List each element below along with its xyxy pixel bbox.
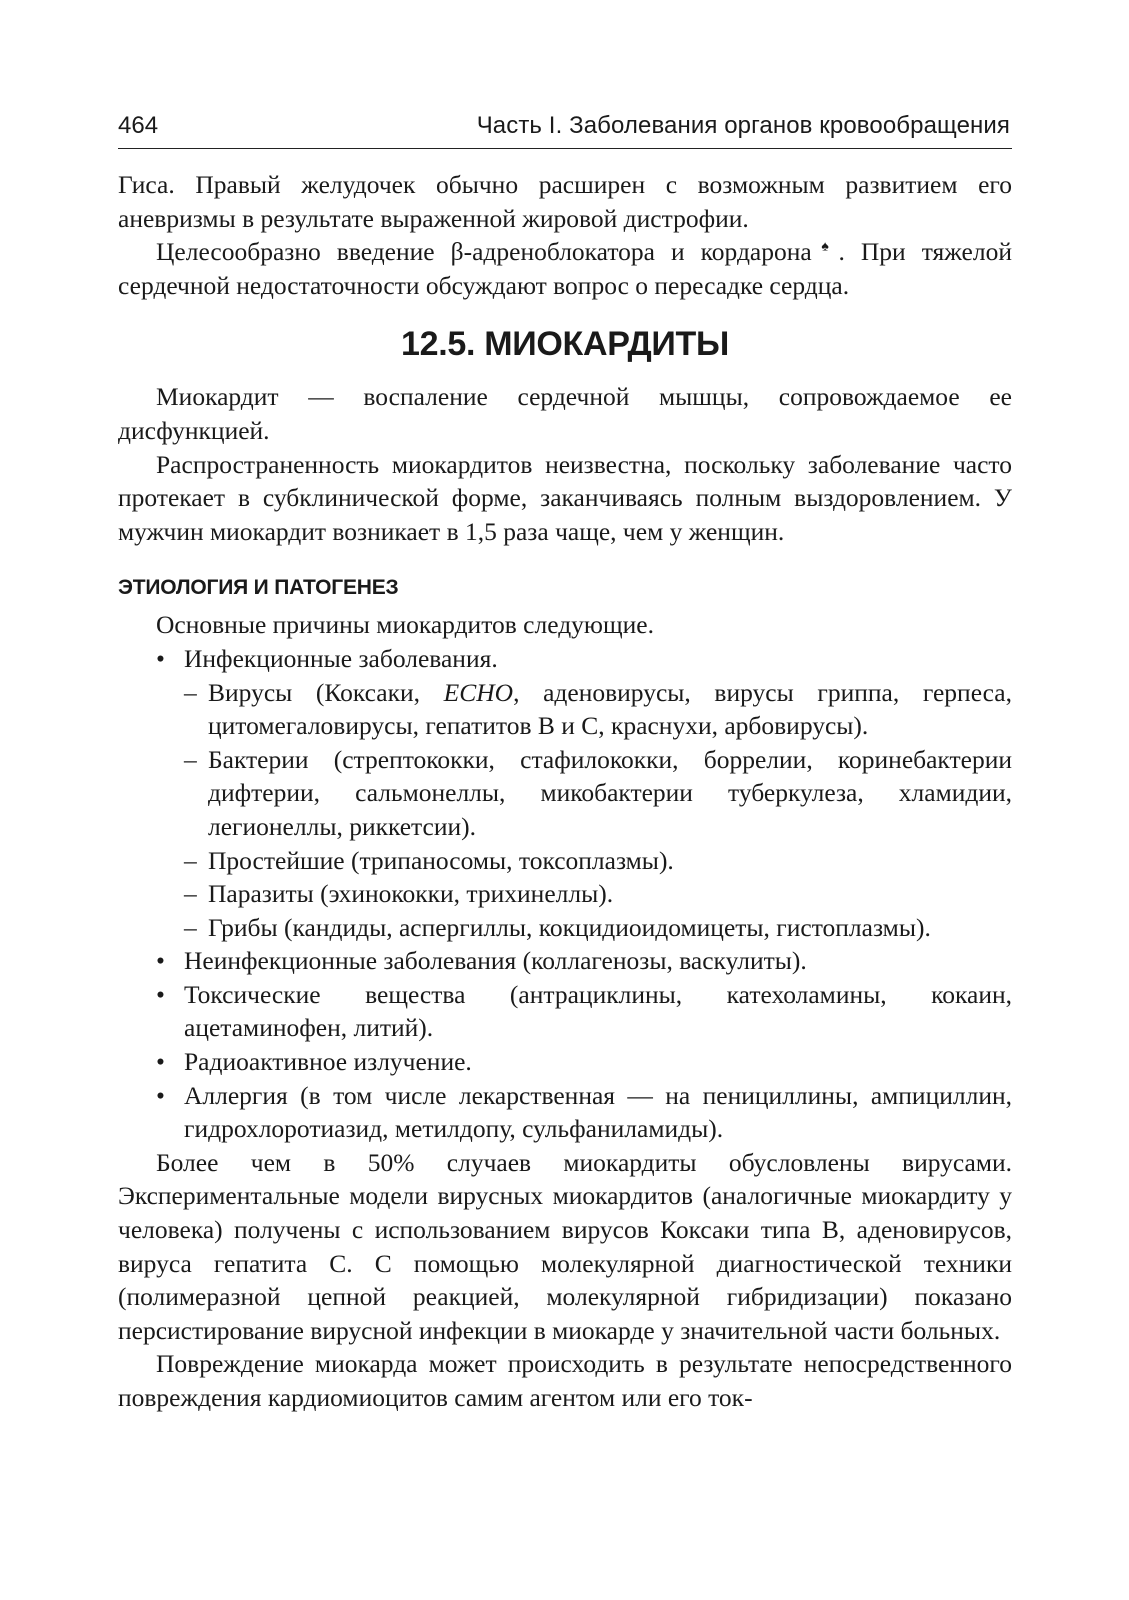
- text-run: , аденовирусы, вирусы гриппа, герпеса, цитомегаловирусы, гепатитов B и C, краснухи, арбовирусы).: [208, 677, 1012, 741]
- sub-list-item: [184, 911, 1012, 945]
- sub-list-item: [184, 844, 1012, 878]
- list-item-text: Инфекционные заболевания.: [184, 643, 498, 673]
- sub-list-item: [184, 877, 1012, 911]
- bullet-icon: •: [156, 643, 165, 673]
- dash-icon: –: [184, 912, 197, 942]
- list-item: [118, 642, 1012, 944]
- italic-term: ECHO: [443, 677, 514, 707]
- sub-list-item: [184, 676, 1012, 743]
- paragraph: Основные причины миокардитов следующие.: [156, 610, 654, 640]
- section-title: 12.5. МИОКАРДИТЫ: [400, 325, 730, 364]
- bullet-icon: •: [156, 946, 165, 976]
- bullet-icon: •: [156, 979, 165, 1009]
- dash-icon: –: [184, 677, 197, 707]
- list-item-text: Простейшие (трипаносомы, токсоплазмы).: [208, 845, 674, 875]
- list-item-text: Аллергия (в том числе лекарственная — на пенициллины, ампициллин, гидрохлоротиазид, метилдопу, сульфаниламиды).: [184, 1080, 1012, 1144]
- paragraph: [118, 235, 1012, 302]
- paragraph: Более чем в 50% случаев миокардиты обусловлены вирусами. Экспериментальные модели вирусных миокардитов (аналогичные миокардиту у человека) получены с использованием вирусов Коксаки типа B, аденовирусов, вируса гепатита C. С помощью молекулярной диагностической техники (полимеразной цепной реакцией, молекулярной гибридизации) показано персистирование вирусной инфекции в миокарде у значительной части больных.: [118, 1147, 1012, 1345]
- list-item-text: Бактерии (стрептококки, стафилококки, боррелии, коринебактерии дифтерии, сальмонеллы, микобактерии туберкулеза, хламидии, легионеллы, риккетсии).: [208, 744, 1012, 841]
- text-run: Целесообразно введение β-адреноблокатора и кордарона: [156, 237, 812, 267]
- text-run: Вирусы (Коксаки,: [208, 677, 444, 707]
- causes-list: [118, 642, 1012, 1146]
- trademark-mark: ♠: [811, 239, 839, 255]
- dash-icon: –: [184, 879, 197, 909]
- list-item-text: Паразиты (эхинококки, трихинеллы).: [208, 879, 614, 909]
- body-text: [118, 168, 1012, 1415]
- sub-list-item: [184, 743, 1012, 844]
- paragraph: Миокардит — воспаление сердечной мышцы, сопровождаемое ее дисфункцией.: [118, 382, 1012, 445]
- list-item-text: Неинфекционные заболевания (коллагенозы, васкулиты).: [184, 946, 807, 976]
- running-header: [118, 108, 1012, 149]
- list-item: [118, 978, 1012, 1045]
- dash-icon: –: [184, 845, 197, 875]
- sub-list: [184, 676, 1012, 945]
- paragraph: Гиса. Правый желудочек обычно расширен с возможным развитием его аневризмы в результате выраженной жировой дистрофии.: [118, 170, 1012, 233]
- text-run: . При тяжелой сердечной недостаточности обсуждают вопрос о пересадке сердца.: [118, 237, 1012, 300]
- running-title: Часть I. Заболевания органов кровообращения: [476, 112, 1010, 139]
- dash-icon: –: [184, 744, 197, 774]
- list-item: [118, 1079, 1012, 1146]
- subsection-title: ЭТИОЛОГИЯ И ПАТОГЕНЕЗ: [118, 576, 399, 600]
- page-number: 464: [118, 112, 159, 139]
- list-item-text: Грибы (кандиды, аспергиллы, кокцидиоидомицеты, гистоплазмы).: [208, 912, 931, 942]
- list-item: [118, 1045, 1012, 1079]
- list-item: [118, 944, 1012, 978]
- list-item-text: Токсические вещества (антрациклины, катехоламины, кокаин, ацетаминофен, литий).: [184, 979, 1012, 1043]
- bullet-icon: •: [156, 1047, 165, 1077]
- paragraph: Распространенность миокардитов неизвестна, поскольку заболевание часто протекает в субклинической форме, заканчиваясь полным выздоровлением. У мужчин миокардит возникает в 1,5 раза чаще, чем у женщин.: [118, 449, 1012, 546]
- bullet-icon: •: [156, 1080, 165, 1110]
- paragraph: Повреждение миокарда может происходить в результате непосредственного повреждения кардиомиоцитов самим агентом или его ток-: [118, 1349, 1012, 1412]
- list-item-text: Радиоактивное излучение.: [184, 1047, 472, 1077]
